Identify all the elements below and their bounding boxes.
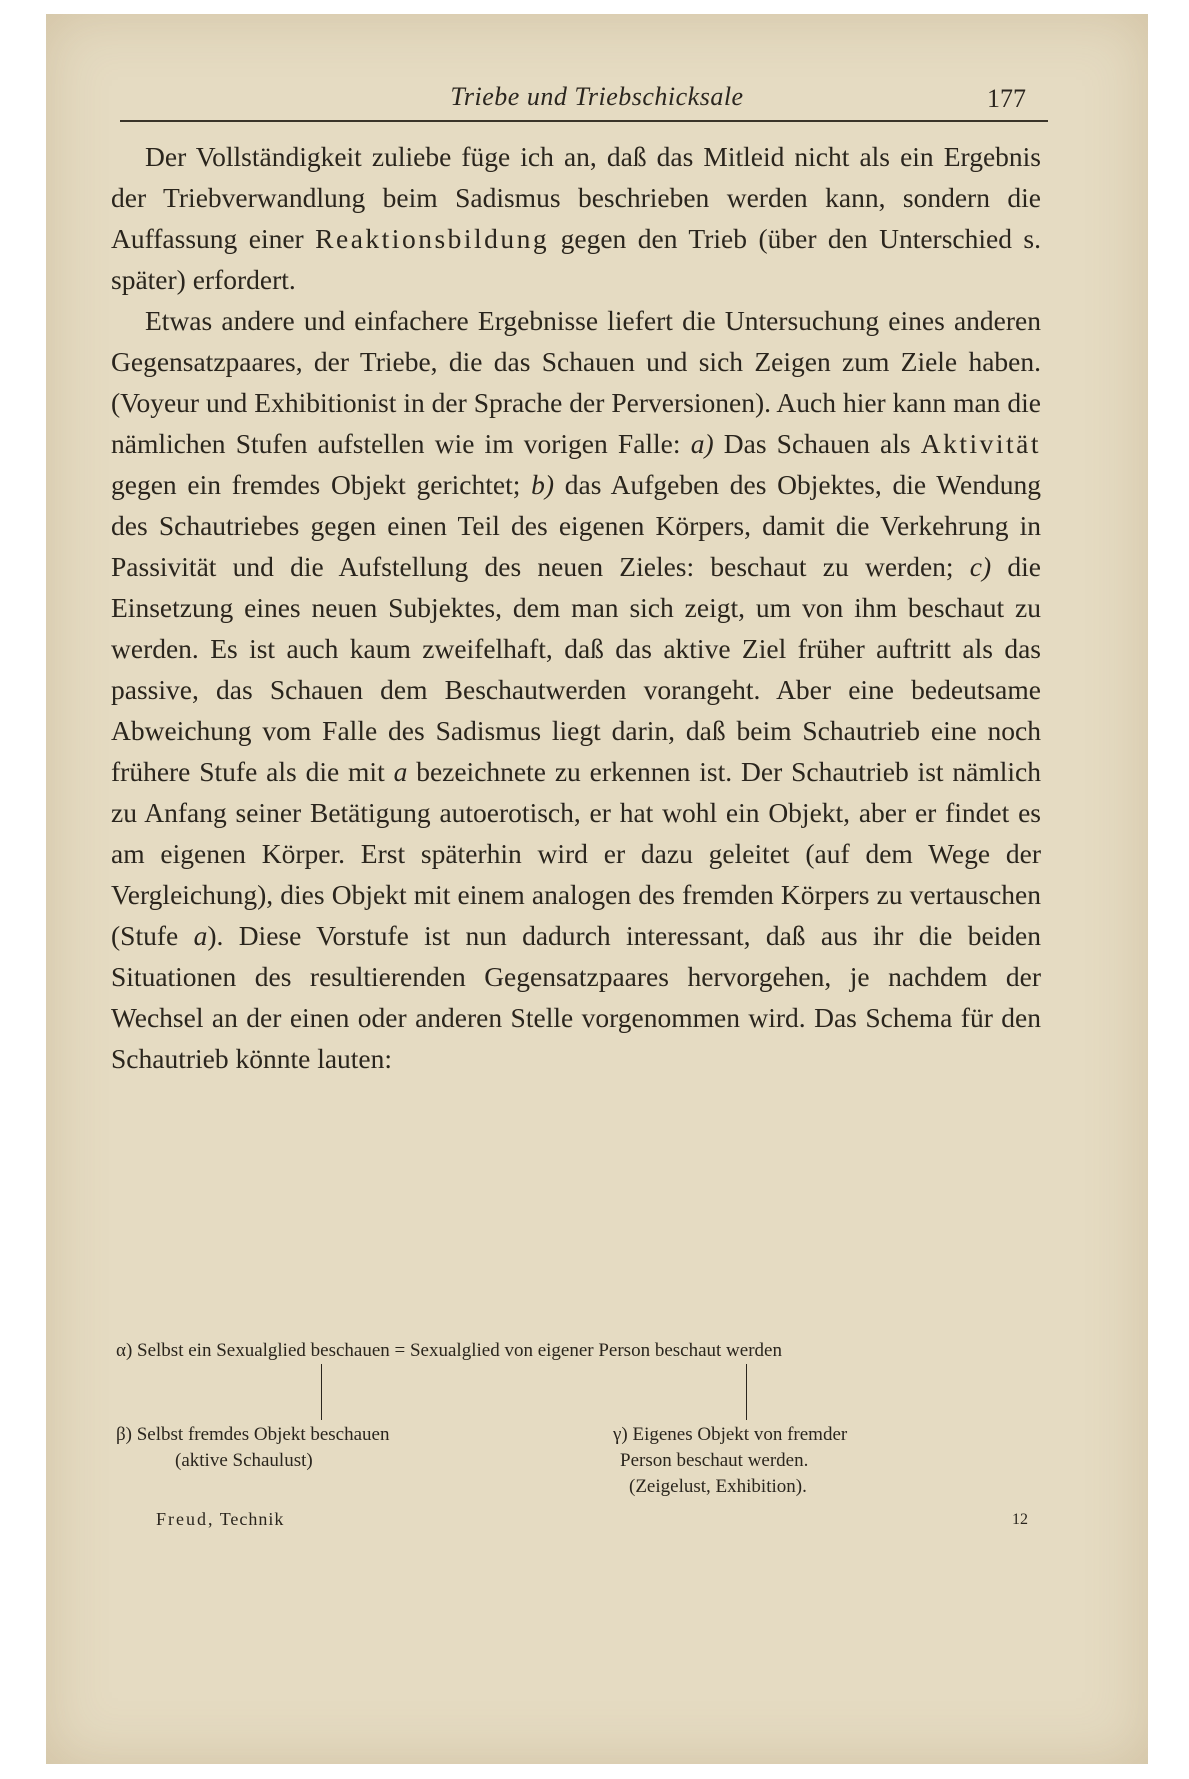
page-number: 177 [987, 84, 1026, 113]
stage-reference-a: a [393, 756, 408, 787]
paragraph-2-text-1: Etwas andere und einfachere Ergebnisse liefert die Untersuchung eines anderen Gegensatzpaares, der Triebe, die das Schauen und sich Zeigen zum Ziele haben. (Voyeur und Exhibitionist in der Sprache der Perversionen). Auch hier kann man die nämlichen Stufen aufstellen wie im vorigen Falle: [111, 305, 1041, 459]
emphasis-aktivitaet: Aktivität [920, 428, 1041, 459]
scheme-connector-right [746, 1364, 747, 1420]
running-title: Triebe und Triebschicksale [450, 82, 744, 111]
page-footer [46, 1509, 1148, 1539]
paragraph-2-text-6: bezeichnete zu erkennen ist. Der Schautrieb ist nämlich zu Anfang seiner Betätigung autoerotisch, er hat wohl ein Objekt, aber er findet es am eigenen Körper. Erst späterhin wird er dazu geleitet (auf dem Wege der Vergleichung), dies Objekt mit einem analogen des fremden Körpers zu vertauschen (Stufe [111, 756, 1041, 951]
paragraph-2-text-4: das Aufgeben des Objektes, die Wendung des Schautriebes gegen einen Teil des eigenen Körpers, damit die Verkehrung in Passivität und die Aufstellung des neuen Zieles: beschaut zu werden; [111, 469, 1042, 582]
item-marker-b: b) [531, 469, 555, 500]
signature-mark [156, 1509, 284, 1530]
scheme-connector-left [321, 1364, 322, 1420]
paragraph-2-text-5: die Einsetzung eines neuen Subjektes, dem man sich zeigt, um von ihm beschaut zu werden. Es ist auch kaum zweifelhaft, daß das aktive Ziel früher auftritt als das passive, das Schauen dem Beschautwerden vorangeht. Aber eine bedeutsame Abweichung vom Falle des Sadismus liegt darin, daß beim Schautrieb eine noch frühere Stufe als die mit [111, 551, 1041, 787]
book-page [46, 14, 1148, 1764]
page-header [46, 78, 1148, 118]
paragraph-2-text-3: gegen ein fremdes Objekt gerichtet; [111, 469, 532, 500]
signature-title: Technik [219, 1509, 285, 1529]
paragraph-2-text-2: Das Schauen als [713, 428, 921, 459]
signature-name: Freud, [156, 1509, 215, 1529]
stage-reference-a-2: a [193, 920, 208, 951]
scheme-gamma-line-1: γ) Eigenes Objekt von fremder [613, 1424, 848, 1445]
scheme-beta-line-1: β) Selbst fremdes Objekt beschauen [116, 1424, 390, 1445]
paragraph-1-text-1: Der Vollständigkeit zuliebe füge ich an, daß das Mitleid nicht als ein Ergebnis der Triebverwandlung beim Sadismus beschrieben werden kann, sondern die Auffassung einer [111, 141, 1041, 254]
body-text [111, 136, 1041, 1079]
paragraph-2 [111, 300, 1041, 1079]
sheet-number: 12 [1012, 1511, 1028, 1528]
scheme-gamma [613, 1422, 847, 1500]
scheme-gamma-line-2: Person beschaut werden. [620, 1450, 809, 1471]
paragraph-1-text-2: gegen den Trieb (über den Unterschied s. später) erfordert. [111, 223, 1041, 295]
paragraph-2-text-7: ). Diese Vorstufe ist nun dadurch interessant, daß aus ihr die beiden Situationen des resultierenden Gegensatzpaares hervorgehen, je nachdem der Wechsel an der einen oder anderen Stelle vorgenommen wird. Das Schema für den Schautrieb könnte lauten: [111, 920, 1041, 1074]
scheme-gamma-line-3: (Zeigelust, Exhibition). [629, 1476, 807, 1497]
scheme-alpha: α) Selbst ein Sexualglied beschauen = Sexualglied von eigener Person beschaut werden [116, 1340, 782, 1361]
emphasis-reaktionsbildung: Reaktionsbildung [315, 223, 550, 254]
item-marker-a: a) [690, 428, 714, 459]
scheme-beta-line-2: (aktive Schaulust) [175, 1450, 313, 1471]
paragraph-1 [111, 136, 1041, 300]
item-marker-c: c) [969, 551, 992, 582]
header-rule [120, 120, 1048, 122]
scheme-beta [116, 1422, 389, 1474]
schautrieb-scheme [116, 1340, 1076, 1500]
